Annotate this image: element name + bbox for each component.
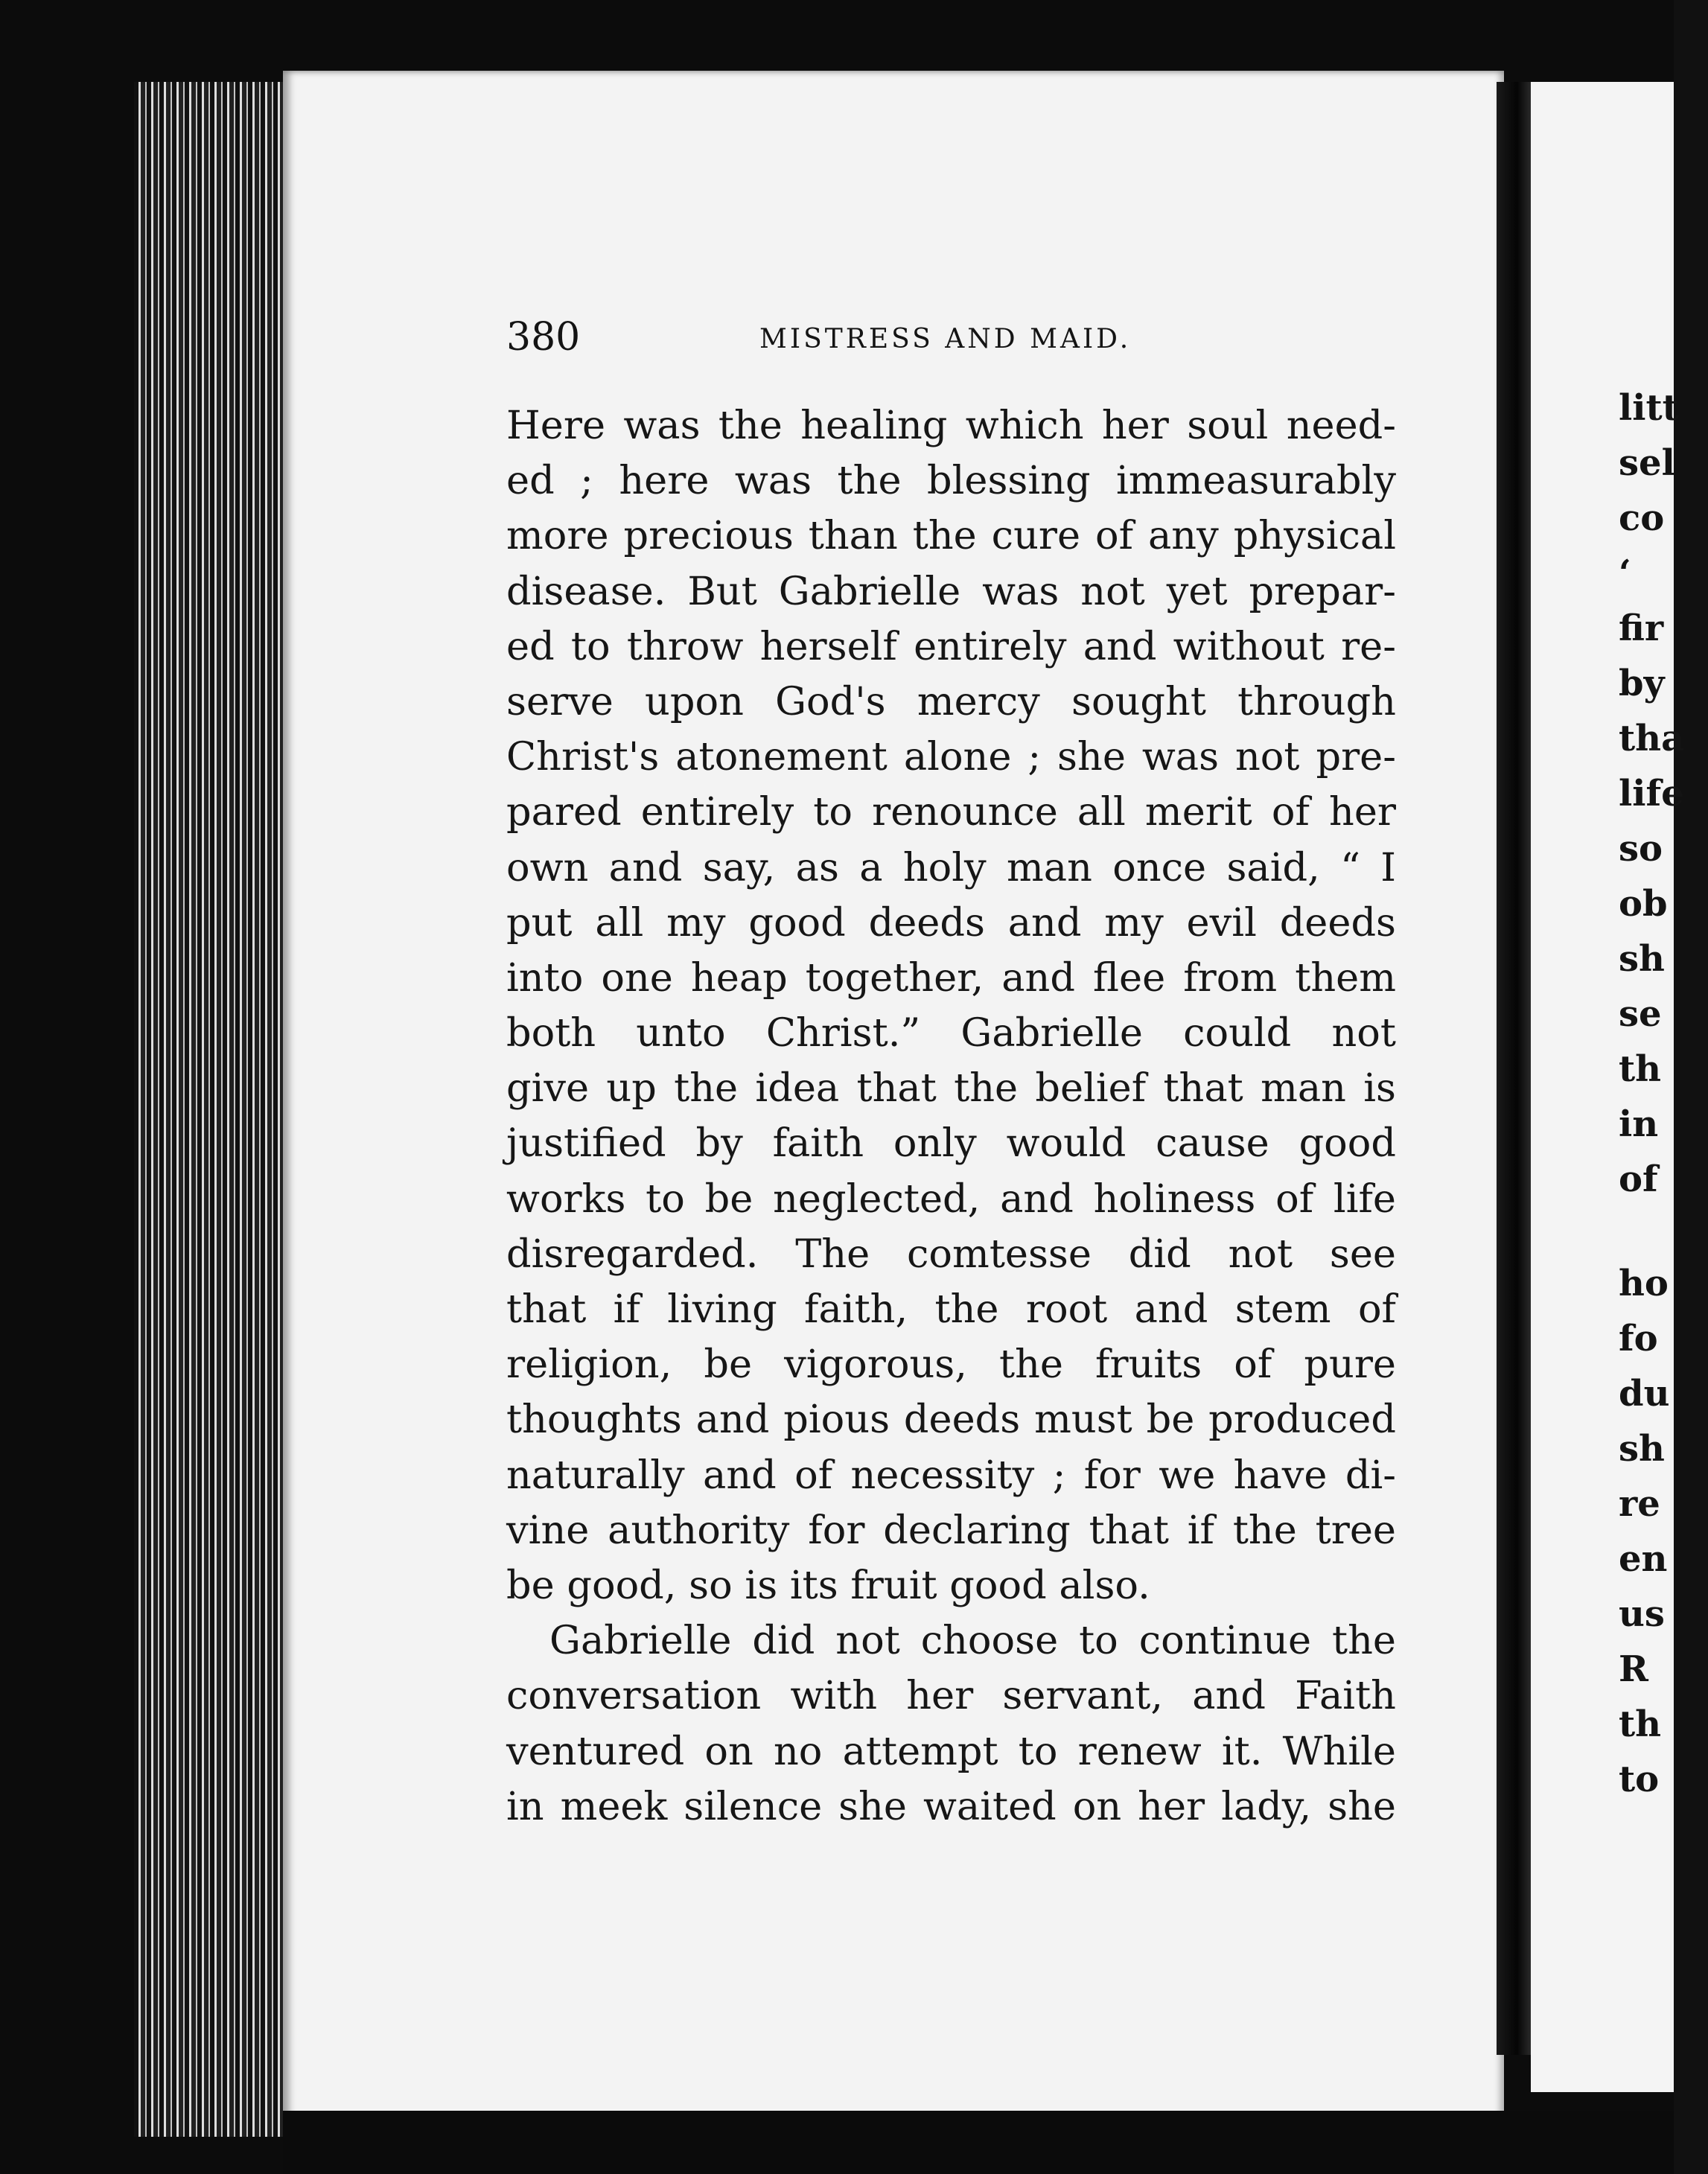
text-line: ed ; here was the blessing immeasurably [506, 458, 1396, 504]
text-line: justified by faith only would cause good [506, 1121, 1396, 1167]
text-line: disregarded. The comtesse did not see [506, 1231, 1396, 1277]
facing-fragment: us [1619, 1593, 1665, 1635]
text-line: both unto Christ.” Gabrielle could not [506, 1010, 1396, 1056]
facing-fragment: re [1619, 1483, 1660, 1525]
text-line: vine authority for declaring that if the tree [506, 1507, 1396, 1553]
text-line: in meek silence she waited on her lady, she [506, 1783, 1396, 1829]
facing-fragment: co [1619, 497, 1665, 539]
facing-fragment: se [1619, 993, 1662, 1035]
facing-fragment: sel [1619, 442, 1675, 484]
text-line: give up the idea that the belief that man is [506, 1065, 1396, 1112]
facing-fragment: ob [1619, 883, 1668, 925]
text-line: Gabrielle did not choose to continue the [549, 1618, 1396, 1664]
text-line: that if living faith, the root and stem of [506, 1287, 1396, 1332]
text-line: ed to throw herself entirely and without re- [506, 623, 1396, 669]
text-line: put all my good deeds and my evil deeds [506, 899, 1396, 946]
facing-fragment: th [1619, 1703, 1662, 1745]
facing-fragment: life [1619, 773, 1684, 815]
facing-fragment: in [1619, 1103, 1659, 1145]
text-line: disease. But Gabrielle was not yet prepar- [506, 568, 1396, 614]
facing-fragment: ‘ [1619, 552, 1631, 594]
facing-fragment: fir [1619, 608, 1664, 649]
facing-fragment: du [1619, 1373, 1670, 1415]
text-line: thoughts and pious deeds must be produced [506, 1397, 1396, 1443]
facing-fragment: sh [1619, 1428, 1665, 1470]
text-line: more precious than the cure of any physical [506, 513, 1396, 559]
text-line: be good, so is its fruit good also. [506, 1562, 1150, 1608]
facing-fragment: fo [1619, 1318, 1658, 1359]
text-line: religion, be vigorous, the fruits of pure [506, 1342, 1396, 1388]
facing-fragment: sh [1619, 938, 1665, 980]
book-gutter [1497, 82, 1531, 2055]
text-line: into one heap together, and flee from them [506, 954, 1396, 1001]
text-line: ventured on no attempt to renew it. While [506, 1728, 1396, 1774]
text-line: naturally and of necessity ; for we have di- [506, 1452, 1396, 1498]
book-page-edges [134, 82, 290, 2137]
facing-fragment: litt [1619, 387, 1679, 429]
text-line: works to be neglected, and holiness of life [506, 1176, 1396, 1222]
running-title: MISTRESS AND MAID. [759, 324, 1132, 354]
text-line: serve upon God's mercy sought through [506, 678, 1396, 724]
facing-fragment: to [1619, 1759, 1660, 1800]
facing-fragment: by [1619, 663, 1665, 704]
page-number: 380 [506, 315, 581, 360]
running-head [506, 311, 1400, 363]
scan-bottom-edge [283, 2111, 1674, 2174]
facing-fragment: tha [1619, 718, 1685, 759]
text-line: Here was the healing which her soul need- [506, 403, 1396, 448]
facing-fragment: en [1619, 1538, 1668, 1580]
text-line: pared entirely to renounce all merit of her [506, 789, 1396, 835]
facing-fragment: so [1619, 828, 1663, 870]
facing-fragment: R [1619, 1648, 1648, 1690]
text-line: Christ's atonement alone ; she was not pre- [506, 734, 1396, 780]
facing-fragment: th [1619, 1048, 1662, 1090]
facing-fragment: ho [1619, 1263, 1669, 1304]
facing-fragment: of [1619, 1158, 1658, 1200]
body-text [506, 398, 1396, 1834]
text-line: conversation with her servant, and Faith [506, 1673, 1396, 1719]
text-line: own and say, as a holy man once said, “ I [506, 844, 1396, 890]
